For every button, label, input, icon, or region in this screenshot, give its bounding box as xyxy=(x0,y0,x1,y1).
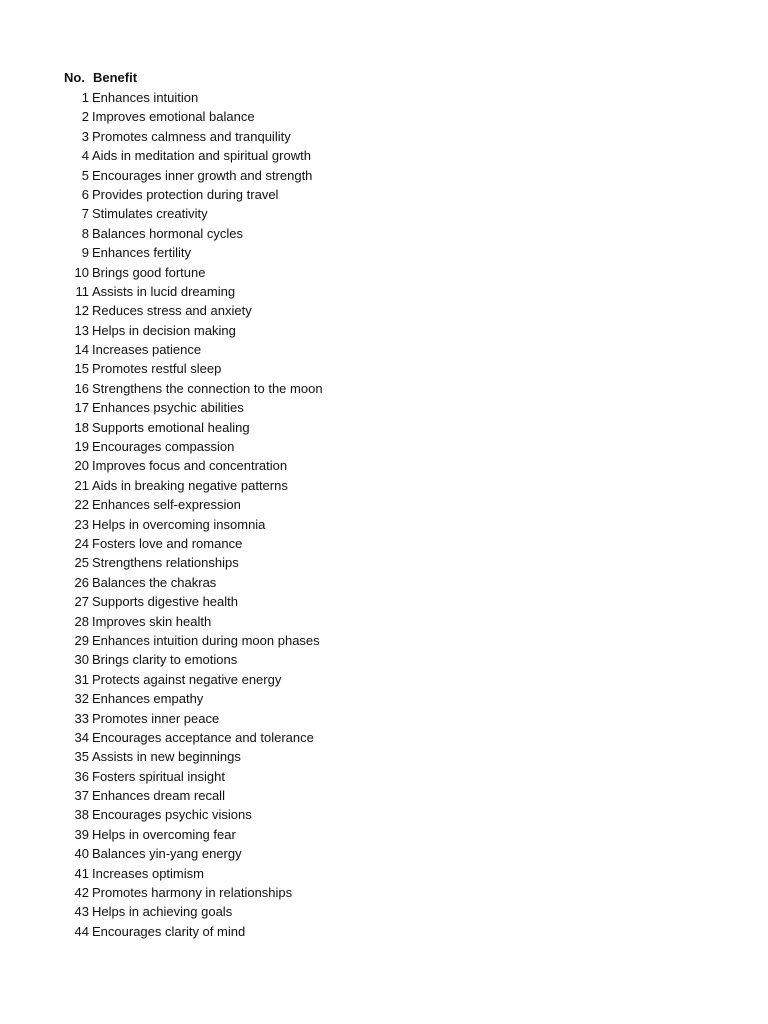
row-benefit: Assists in lucid dreaming xyxy=(92,283,236,299)
row-number: 37 xyxy=(74,788,89,804)
row-benefit: Brings clarity to emotions xyxy=(92,652,238,668)
header-no: No. xyxy=(64,70,85,85)
row-number: 3 xyxy=(81,128,89,144)
table-row xyxy=(0,592,768,611)
row-number: 13 xyxy=(74,322,89,338)
row-benefit: Helps in achieving goals xyxy=(92,904,233,920)
row-benefit: Enhances empathy xyxy=(92,691,204,707)
row-benefit: Stimulates creativity xyxy=(92,206,208,222)
row-benefit: Encourages compassion xyxy=(92,439,235,455)
row-benefit: Strengthens relationships xyxy=(92,555,239,571)
table-row xyxy=(0,340,768,359)
table-row xyxy=(0,631,768,650)
row-benefit: Assists in new beginnings xyxy=(92,749,241,765)
header-benefit: Benefit xyxy=(93,70,138,85)
row-benefit: Improves focus and concentration xyxy=(92,458,288,474)
row-benefit: Balances yin-yang energy xyxy=(92,846,242,862)
row-benefit: Helps in overcoming insomnia xyxy=(92,516,266,532)
row-benefit: Balances the chakras xyxy=(92,574,217,590)
row-number: 31 xyxy=(74,671,89,687)
row-number: 5 xyxy=(81,167,89,183)
row-benefit: Improves emotional balance xyxy=(92,109,255,125)
row-number: 17 xyxy=(74,400,89,416)
table-row xyxy=(0,786,768,805)
table-row xyxy=(0,902,768,921)
row-number: 4 xyxy=(81,148,89,164)
row-number: 25 xyxy=(74,555,89,571)
table-row xyxy=(0,282,768,301)
row-benefit: Enhances self-expression xyxy=(92,497,241,513)
table-row xyxy=(0,243,768,262)
table-row xyxy=(0,864,768,883)
row-number: 16 xyxy=(74,380,89,396)
table-row xyxy=(0,534,768,553)
row-number: 6 xyxy=(81,186,89,202)
row-benefit: Supports emotional healing xyxy=(92,419,250,435)
row-number: 20 xyxy=(74,458,89,474)
row-number: 10 xyxy=(74,264,89,280)
row-number: 15 xyxy=(74,361,89,377)
row-number: 43 xyxy=(74,904,89,920)
row-number: 7 xyxy=(81,206,89,222)
row-benefit: Encourages inner growth and strength xyxy=(92,167,313,183)
table-row xyxy=(0,709,768,728)
table-row xyxy=(0,553,768,572)
row-number: 2 xyxy=(81,109,89,125)
table-row xyxy=(0,573,768,592)
table-row xyxy=(0,515,768,534)
table-row xyxy=(0,359,768,378)
row-benefit: Encourages acceptance and tolerance xyxy=(92,729,314,745)
table-row xyxy=(0,650,768,669)
row-benefit: Supports digestive health xyxy=(92,594,238,610)
row-number: 9 xyxy=(81,245,89,261)
row-number: 14 xyxy=(74,342,89,358)
table-row xyxy=(0,844,768,863)
table-header-row xyxy=(0,68,768,88)
table-row xyxy=(0,146,768,165)
row-benefit: Promotes harmony in relationships xyxy=(92,885,293,901)
row-number: 44 xyxy=(74,923,89,939)
row-benefit: Fosters spiritual insight xyxy=(92,768,225,784)
table-row xyxy=(0,127,768,146)
table-row xyxy=(0,185,768,204)
row-benefit: Promotes inner peace xyxy=(92,710,220,726)
table-row xyxy=(0,495,768,514)
row-number: 32 xyxy=(74,691,89,707)
table-row xyxy=(0,301,768,320)
table-row xyxy=(0,88,768,107)
table-row xyxy=(0,747,768,766)
row-number: 36 xyxy=(74,768,89,784)
row-benefit: Enhances intuition xyxy=(92,90,199,105)
row-benefit: Protects against negative energy xyxy=(92,671,282,687)
row-number: 8 xyxy=(81,225,89,241)
row-number: 29 xyxy=(74,632,89,648)
row-number: 40 xyxy=(74,846,89,862)
table-row xyxy=(0,204,768,223)
row-benefit: Aids in meditation and spiritual growth xyxy=(92,148,311,164)
row-benefit: Improves skin health xyxy=(92,613,212,629)
table-row xyxy=(0,107,768,126)
row-benefit: Enhances psychic abilities xyxy=(92,400,244,416)
row-benefit: Increases patience xyxy=(92,342,202,358)
table-row xyxy=(0,825,768,844)
table-row xyxy=(0,805,768,824)
row-number: 35 xyxy=(74,749,89,765)
row-number: 42 xyxy=(74,885,89,901)
table-body xyxy=(0,88,768,941)
row-number: 33 xyxy=(74,710,89,726)
table-row xyxy=(0,728,768,747)
table-row xyxy=(0,922,768,941)
table-row xyxy=(0,437,768,456)
row-benefit: Increases optimism xyxy=(92,865,204,881)
table-row xyxy=(0,476,768,495)
table-row xyxy=(0,689,768,708)
row-number: 22 xyxy=(74,497,89,513)
row-benefit: Helps in decision making xyxy=(92,322,236,338)
row-benefit: Promotes restful sleep xyxy=(92,361,222,377)
row-benefit: Fosters love and romance xyxy=(92,535,243,551)
table-row xyxy=(0,321,768,340)
row-benefit: Balances hormonal cycles xyxy=(92,225,244,241)
benefits-table xyxy=(0,68,768,941)
table-row xyxy=(0,224,768,243)
row-number: 11 xyxy=(75,283,89,299)
row-benefit: Encourages psychic visions xyxy=(92,807,252,823)
table-row xyxy=(0,456,768,475)
row-number: 21 xyxy=(74,477,89,493)
row-benefit: Aids in breaking negative patterns xyxy=(92,477,288,493)
table-row xyxy=(0,418,768,437)
row-number: 34 xyxy=(74,729,89,745)
row-number: 30 xyxy=(74,652,89,668)
row-benefit: Helps in overcoming fear xyxy=(92,826,236,842)
row-benefit: Promotes calmness and tranquility xyxy=(92,128,291,144)
row-benefit: Strengthens the connection to the moon xyxy=(92,380,323,396)
row-benefit: Encourages clarity of mind xyxy=(92,923,246,939)
row-number: 24 xyxy=(74,535,89,551)
table-row xyxy=(0,379,768,398)
row-number: 1 xyxy=(81,90,89,105)
row-benefit: Enhances intuition during moon phases xyxy=(92,632,320,648)
row-number: 23 xyxy=(74,516,89,532)
table-row xyxy=(0,398,768,417)
row-number: 12 xyxy=(74,303,89,319)
row-number: 26 xyxy=(74,574,89,590)
row-number: 41 xyxy=(74,865,89,881)
row-benefit: Brings good fortune xyxy=(92,264,206,280)
table-row xyxy=(0,670,768,689)
row-number: 19 xyxy=(74,439,89,455)
row-number: 27 xyxy=(74,594,89,610)
table-row xyxy=(0,767,768,786)
table-row xyxy=(0,612,768,631)
row-number: 28 xyxy=(74,613,89,629)
row-benefit: Enhances fertility xyxy=(92,245,191,261)
row-number: 18 xyxy=(74,419,89,435)
row-number: 38 xyxy=(74,807,89,823)
table-row xyxy=(0,883,768,902)
row-benefit: Provides protection during travel xyxy=(92,186,279,202)
table-row xyxy=(0,263,768,282)
table-row xyxy=(0,166,768,185)
row-number: 39 xyxy=(74,826,89,842)
row-benefit: Enhances dream recall xyxy=(92,788,225,804)
row-benefit: Reduces stress and anxiety xyxy=(92,303,252,319)
